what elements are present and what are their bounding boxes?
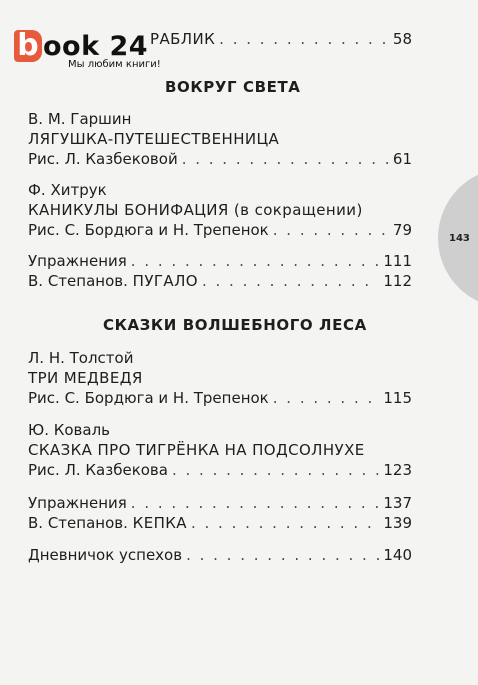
leader-dots: [273, 221, 389, 239]
section-heading: СКАЗКИ ВОЛШЕБНОГО ЛЕСА: [103, 316, 367, 334]
entry-author: Ю. Коваль: [28, 421, 111, 439]
entry-illustrator: Рис. Л. Казбекова: [28, 461, 168, 479]
toc-entry-top: [150, 30, 412, 48]
entry-page: 123: [383, 461, 412, 479]
leader-dots: [191, 514, 379, 532]
entry-title: КЕПКА: [132, 514, 187, 532]
entry-page: 112: [383, 272, 412, 290]
entry-illustrator: Рис. С. Бордюга и Н. Трепенок: [28, 221, 269, 239]
toc-entry: [28, 252, 412, 270]
entry-title: РАБЛИК: [150, 30, 216, 48]
book24-logo: [14, 30, 161, 70]
leader-dots: [131, 252, 380, 270]
entry-label: Упражнения: [28, 252, 127, 270]
entry-page: 58: [392, 30, 412, 48]
toc-entry: [28, 546, 412, 564]
leader-dots: [182, 150, 389, 168]
entry-illustrator: Рис. С. Бордюга и Н. Трепенок: [28, 389, 269, 407]
entry-page: 61: [392, 150, 412, 168]
toc-entry: [28, 494, 412, 512]
entry-author: В. Степанов.: [28, 514, 128, 532]
logo-tagline: Мы любим книги!: [68, 59, 161, 70]
entry-page: 111: [383, 252, 412, 270]
entry-title: [28, 201, 363, 219]
entry-label: Дневничок успехов: [28, 546, 183, 564]
toc-entry: [28, 514, 412, 532]
entry-page: 140: [383, 546, 412, 564]
entry-title: ТРИ МЕДВЕДЯ: [28, 369, 143, 387]
leader-dots: [202, 272, 379, 290]
entry-author: Л. Н. Толстой: [28, 349, 134, 367]
entry-title: ЛЯГУШКА-ПУТЕШЕСТВЕННИЦА: [28, 130, 280, 148]
leader-dots: [186, 546, 379, 564]
toc-entry: [28, 272, 412, 290]
toc-entry: [28, 150, 412, 168]
leader-dots: [172, 461, 379, 479]
toc-entry: [28, 461, 412, 479]
toc-entry: [28, 389, 412, 407]
leader-dots: [273, 389, 380, 407]
entry-page: 137: [383, 494, 412, 512]
entry-title-main: КАНИКУЛЫ БОНИФАЦИЯ: [28, 201, 229, 219]
entry-page: 139: [383, 514, 412, 532]
logo-text: ook 24: [43, 30, 149, 62]
page-tab-number: 143: [449, 233, 470, 244]
entry-author: Ф. Хитрук: [28, 181, 107, 199]
entry-page: 79: [392, 221, 412, 239]
entry-title: ПУГАЛО: [132, 272, 198, 290]
leader-dots: [219, 30, 389, 48]
entry-author: В. М. Гаршин: [28, 110, 132, 128]
leader-dots: [131, 494, 380, 512]
entry-title-note: (в сокращении): [233, 201, 363, 219]
entry-label: Упражнения: [28, 494, 127, 512]
entry-page: 115: [383, 389, 412, 407]
toc-entry: [28, 221, 412, 239]
entry-author: В. Степанов.: [28, 272, 128, 290]
entry-title: СКАЗКА ПРО ТИГРЁНКА НА ПОДСОЛНУХЕ: [28, 441, 365, 459]
section-heading: ВОКРУГ СВЕТА: [165, 78, 301, 96]
entry-illustrator: Рис. Л. Казбековой: [28, 150, 178, 168]
logo-letter: b: [14, 30, 42, 62]
